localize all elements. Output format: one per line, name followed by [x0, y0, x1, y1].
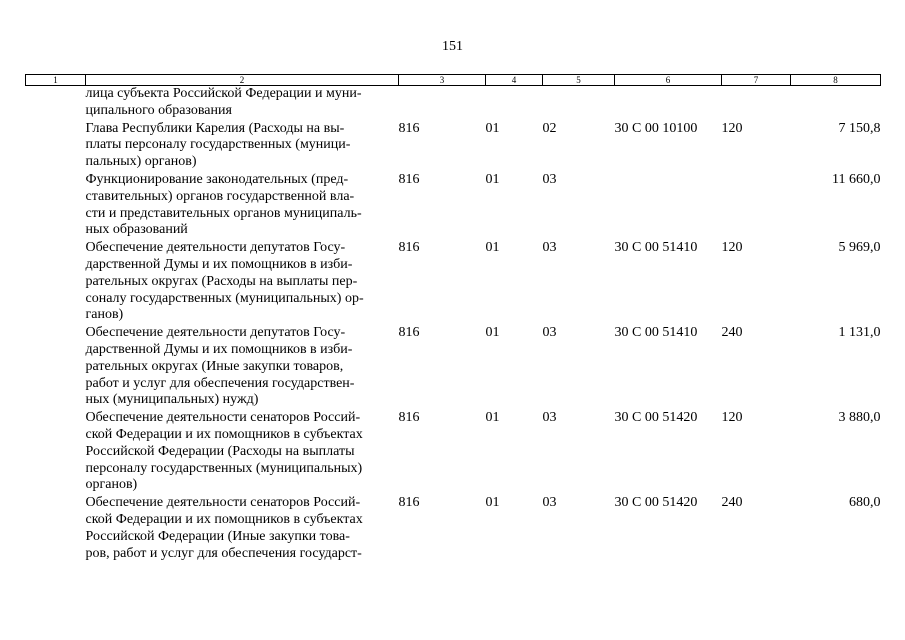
- name-line: ных образований: [85, 222, 188, 238]
- name-line: Функционирование законодательных (пред-: [85, 171, 349, 187]
- cell-amount: 680,0: [849, 495, 881, 511]
- cell-admin: 816: [398, 495, 420, 511]
- cell-index: [26, 495, 86, 563]
- cell-target: 30 С 00 51420: [614, 410, 698, 426]
- name-line: лица субъекта Российской Федерации и муни-: [85, 86, 362, 101]
- name-line: Российской Федерации (Иные закупки това-: [85, 528, 350, 544]
- name-line: ципального образования: [85, 102, 232, 118]
- name-line: дарственной Думы и их помощников в изби-: [85, 341, 353, 357]
- name-line: органов): [85, 477, 138, 493]
- table-row: [26, 495, 881, 563]
- cell-target: 30 С 00 51410: [614, 240, 698, 256]
- cell-section: 01: [485, 171, 500, 187]
- cell-name: [86, 172, 399, 240]
- page-number: 151: [442, 39, 463, 54]
- cell-name: [86, 325, 399, 410]
- name-line: Обеспечение деятельности депутатов Госу-: [85, 240, 346, 256]
- header-col-2: 2: [86, 75, 399, 86]
- header-col-7: 7: [722, 75, 791, 86]
- name-line: сти и представительных органов муниципаль-: [85, 205, 362, 221]
- name-line: Обеспечение деятельности депутатов Госу-: [85, 325, 346, 341]
- cell-admin: 816: [398, 240, 420, 256]
- cell-target: 30 С 00 10100: [614, 120, 698, 136]
- cell-target: [615, 86, 722, 121]
- cell-admin: 816: [398, 171, 420, 187]
- budget-table: [25, 74, 881, 563]
- cell-section: 01: [485, 325, 500, 341]
- name-line: ставительных) органов государственной вла-: [85, 188, 355, 204]
- name-line: персоналу государственных (муниципальных): [85, 460, 363, 476]
- cell-amount: 1 131,0: [838, 325, 881, 341]
- name-line: Обеспечение деятельности сенаторов Россий-: [85, 410, 361, 426]
- cell-type: 120: [721, 240, 743, 256]
- cell-target: 30 С 00 51420: [614, 495, 698, 511]
- cell-amount: 5 969,0: [838, 240, 881, 256]
- cell-amount: 11 660,0: [832, 171, 881, 187]
- cell-subsection: 03: [542, 495, 557, 511]
- name-line: ных (муниципальных) нужд): [85, 392, 259, 408]
- name-line: ской Федерации и их помощников в субъектах: [85, 511, 363, 527]
- name-line: ров, работ и услуг для обеспечения государст-: [85, 545, 362, 561]
- cell-index: [26, 325, 86, 410]
- name-line: работ и услуг для обеспечения государствен-: [85, 375, 355, 391]
- header-col-1: 1: [26, 75, 86, 86]
- cell-index: [26, 121, 86, 172]
- header-col-5: 5: [543, 75, 615, 86]
- cell-section: 01: [485, 495, 500, 511]
- table-row: [26, 240, 881, 325]
- cell-type: 240: [721, 495, 743, 511]
- cell-type: [722, 86, 791, 121]
- cell-subsection: 03: [542, 171, 557, 187]
- cell-type: 120: [721, 120, 743, 136]
- name-line: Обеспечение деятельности сенаторов Россий-: [85, 495, 361, 511]
- cell-name: [86, 240, 399, 325]
- name-line: платы персоналу государственных (муници-: [85, 137, 351, 153]
- cell-section: 01: [485, 410, 500, 426]
- cell-admin: 816: [398, 120, 420, 136]
- cell-section: 01: [485, 240, 500, 256]
- name-line: ганов): [85, 307, 124, 323]
- cell-subsection: 02: [542, 120, 557, 136]
- cell-amount: [791, 86, 881, 121]
- cell-name: [86, 121, 399, 172]
- cell-subsection: [543, 86, 615, 121]
- cell-target: [615, 172, 722, 240]
- cell-admin: 816: [398, 325, 420, 341]
- header-col-6: 6: [615, 75, 722, 86]
- cell-amount: 3 880,0: [838, 410, 881, 426]
- cell-admin: 816: [398, 410, 420, 426]
- cell-index: [26, 86, 86, 121]
- table-row: [26, 172, 881, 240]
- cell-type: 120: [721, 410, 743, 426]
- cell-subsection: 03: [542, 410, 557, 426]
- cell-index: [26, 240, 86, 325]
- cell-name: [86, 410, 399, 495]
- column-number-header: [26, 75, 881, 86]
- cell-name: [86, 86, 399, 121]
- header-col-8: 8: [791, 75, 881, 86]
- name-line: рательных округах (Расходы на выплаты пер-: [85, 273, 358, 289]
- cell-subsection: 03: [542, 240, 557, 256]
- header-col-3: 3: [399, 75, 486, 86]
- cell-section: [486, 86, 543, 121]
- cell-index: [26, 410, 86, 495]
- cell-section: 01: [485, 120, 500, 136]
- table-row: [26, 410, 881, 495]
- header-col-4: 4: [486, 75, 543, 86]
- name-line: ской Федерации и их помощников в субъектах: [85, 426, 363, 442]
- table-row: [26, 86, 881, 121]
- cell-admin: [399, 86, 486, 121]
- name-line: Российской Федерации (Расходы на выплаты: [85, 443, 355, 459]
- cell-type: [722, 172, 791, 240]
- cell-target: 30 С 00 51410: [614, 325, 698, 341]
- name-line: дарственной Думы и их помощников в изби-: [85, 256, 353, 272]
- cell-type: 240: [721, 325, 743, 341]
- cell-name: [86, 495, 399, 563]
- cell-index: [26, 172, 86, 240]
- cell-amount: 7 150,8: [838, 120, 881, 136]
- name-line: Глава Республики Карелия (Расходы на вы-: [85, 120, 345, 136]
- cell-subsection: 03: [542, 325, 557, 341]
- table-row: [26, 325, 881, 410]
- name-line: соналу государственных (муниципальных) ор-: [85, 290, 364, 306]
- name-line: рательных округах (Иные закупки товаров,: [85, 358, 344, 374]
- table-row: [26, 121, 881, 172]
- name-line: пальных) органов): [85, 154, 197, 170]
